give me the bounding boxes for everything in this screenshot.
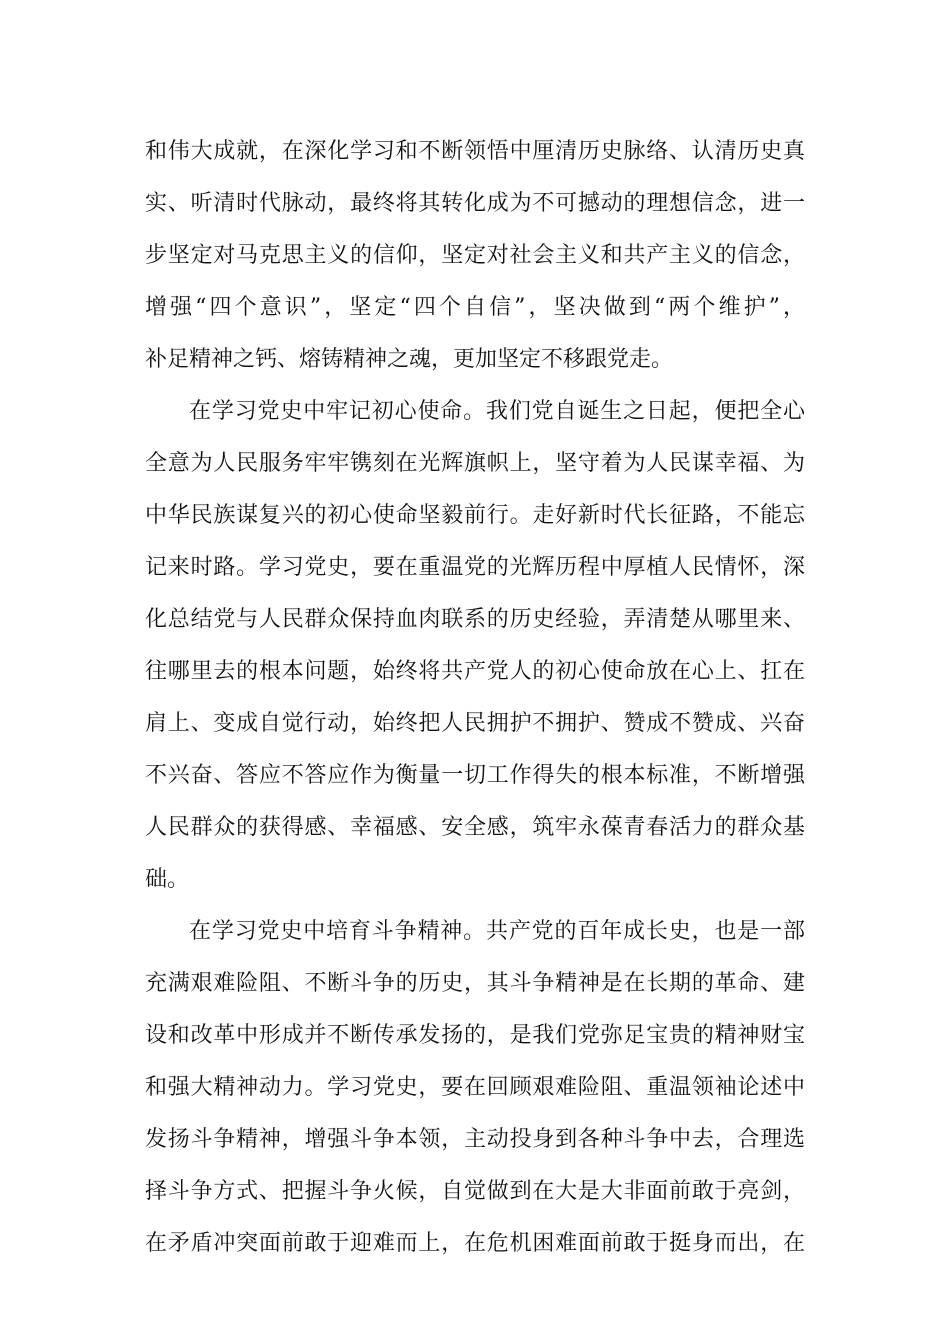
text-line: 步坚定对马克思主义的信仰，坚定对社会主义和共产主义的信念， xyxy=(145,243,805,268)
text-line: 人民群众的获得感、幸福感、安全感，筑牢永葆青春活力的群众基 xyxy=(145,815,805,840)
text-line: 础。 xyxy=(145,867,190,892)
text-line: 全意为人民服务牢牢镌刻在光辉旗帜上，坚守着为人民谋幸福、为 xyxy=(145,451,805,476)
text-line: 记来时路。学习党史，要在重温党的光辉历程中厚植人民情怀，深 xyxy=(145,555,805,580)
text-line: 充满艰难险阻、不断斗争的历史，其斗争精神是在长期的革命、建 xyxy=(145,971,805,996)
text-line: 在矛盾冲突面前敢于迎难而上，在危机困难面前敢于挺身而出，在 xyxy=(145,1231,805,1256)
text-line: 往哪里去的根本问题，始终将共产党人的初心使命放在心上、扛在 xyxy=(145,659,805,684)
text-line: 设和改革中形成并不断传承发扬的，是我们党弥足宝贵的精神财宝 xyxy=(145,1023,805,1048)
text-line: 增强“四个意识”，坚定“四个自信”，坚决做到“两个维护”， xyxy=(145,295,805,320)
text-line: 不兴奋、答应不答应作为衡量一切工作得失的根本标准，不断增强 xyxy=(145,763,805,788)
text-line: 肩上、变成自觉行动，始终把人民拥护不拥护、赞成不赞成、兴奋 xyxy=(145,711,805,736)
text-line: 补足精神之钙、熔铸精神之魂，更加坚定不移跟党走。 xyxy=(145,347,674,372)
text-line: 和强大精神动力。学习党史，要在回顾艰难险阻、重温领袖论述中 xyxy=(145,1075,805,1100)
text-line: 中华民族谋复兴的初心使命坚毅前行。走好新时代长征路，不能忘 xyxy=(145,503,805,528)
paragraph-start-line: 在学习党史中牢记初心使命。我们党自诞生之日起，便把全心 xyxy=(189,399,805,424)
text-line: 实、听清时代脉动，最终将其转化成为不可撼动的理想信念，进一 xyxy=(145,191,805,216)
text-line: 和伟大成就，在深化学习和不断领悟中厘清历史脉络、认清历史真 xyxy=(145,139,805,164)
text-line: 择斗争方式、把握斗争火候，自觉做到在大是大非面前敢于亮剑， xyxy=(145,1179,805,1204)
text-line: 化总结党与人民群众保持血肉联系的历史经验，弄清楚从哪里来、 xyxy=(145,607,805,632)
paragraph-start-line: 在学习党史中培育斗争精神。共产党的百年成长史，也是一部 xyxy=(189,919,805,944)
text-line: 发扬斗争精神，增强斗争本领，主动投身到各种斗争中去，合理选 xyxy=(145,1127,805,1152)
